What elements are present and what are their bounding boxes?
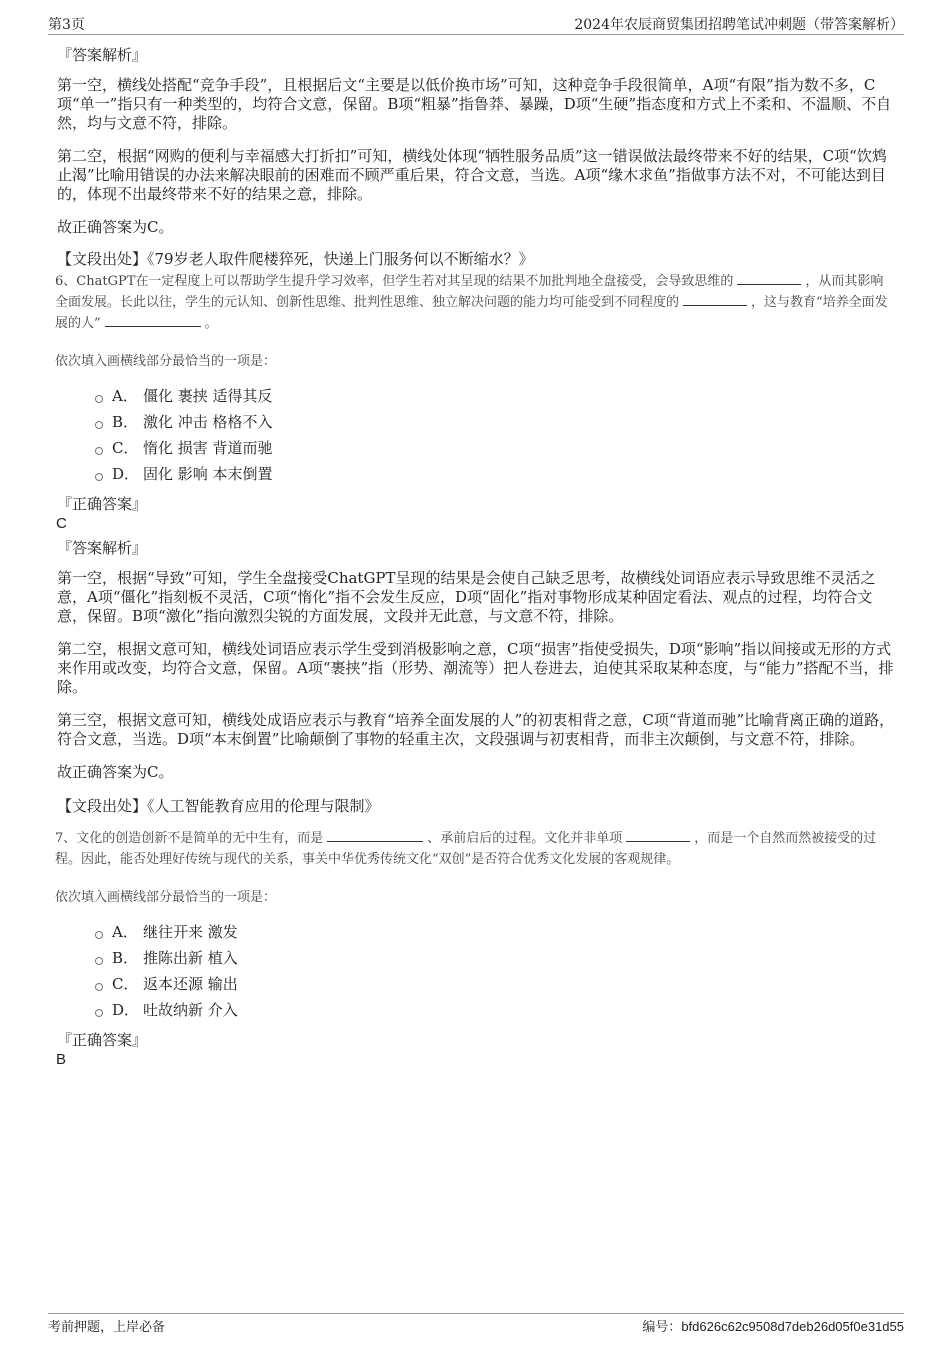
q7-prompt: 依次填入画横线部分最恰当的一项是：	[55, 890, 277, 905]
q5-analysis-p2: 第二空，根据“网购的便利与幸福感大打折扣”可知，横线处体现“牺牲服务品质”这一错误做法最终带来不好的结果，C项“饮鸩止渴”比喻用错误的办法来解决眼前的困难而不顾严重后果，符合文意，当选。A项“缘木求鱼”指做事方法不对，不可能达到目的，体现不出最终带来不好的结果之意，排除。	[57, 147, 887, 203]
option-letter: B．	[112, 413, 139, 431]
q7-answer-label: 『正确答案』	[57, 1031, 148, 1049]
q5-conclusion: 故正确答案为C。	[57, 218, 174, 236]
q6-option-d[interactable]	[95, 461, 895, 487]
q6-blank-2	[683, 293, 747, 306]
q6-prompt: 依次填入画横线部分最恰当的一项是：	[55, 354, 277, 369]
q6-answer: C	[56, 515, 67, 532]
q6-option-b[interactable]	[95, 409, 895, 435]
q6-option-a[interactable]	[95, 383, 895, 409]
q7-blank-2	[626, 829, 690, 842]
option-text: 激化 冲击 格格不入	[143, 413, 273, 431]
code-label: 编号：	[642, 1320, 682, 1335]
q6-analysis-p3: 第三空，根据文意可知，横线处成语应表示与教育“培养全面发展的人”的初衷相背之意，C项“背道而驰”比喻背离正确的道路，符合文意，当选。D项“本末倒置”比喻颠倒了事物的轻重主次，文段强调与初衷相背，而非主次颠倒，与文意不符，排除。	[57, 711, 895, 748]
q7-option-a[interactable]	[95, 919, 895, 945]
q7-option-b[interactable]	[95, 945, 895, 971]
page-number: 第3页	[48, 17, 85, 33]
footer-slogan: 考前押题，上岸必备	[48, 1320, 166, 1335]
q6-answer-label: 『正确答案』	[57, 495, 148, 513]
q6-analysis-p1: 第一空，根据“导致”可知，学生全盘接受ChatGPT呈现的结果是会使自己缺乏思考，故横线处词语应表示导致思维不灵活之意，A项“僵化”指刻板不灵活，C项“惰化”指不会发生反应，D项“固化”指对事物形成某种固定看法、观点的过程，均符合文意，保留。B项“激化”指向激烈尖锐的方面发展，文段并无此意，与文意不符，排除。	[57, 569, 876, 625]
option-text: 推陈出新 植入	[143, 949, 238, 967]
radio-icon[interactable]	[95, 931, 103, 939]
q7-answer: B	[56, 1051, 67, 1068]
q7-option-c[interactable]	[95, 971, 895, 997]
q6-text-b: ，从而其影响全面发展。长此以往，学生的元认知、创新性思维、批判性思维、独立解决问题的能力均可能受到不同程度的	[55, 274, 884, 310]
radio-icon[interactable]	[95, 395, 103, 403]
q6-text-c: ，这与教育“培养全面发展的人”	[55, 295, 888, 331]
radio-icon[interactable]	[95, 983, 103, 991]
option-letter: D．	[112, 1001, 140, 1019]
option-text: 返本还源 输出	[143, 975, 238, 993]
q7-options	[95, 919, 895, 1023]
page-content	[55, 44, 895, 1069]
q6-conclusion: 故正确答案为C。	[57, 763, 174, 781]
option-text: 固化 影响 本末倒置	[143, 465, 273, 483]
radio-icon[interactable]	[95, 957, 103, 965]
q5-analysis-label: 『答案解析』	[57, 46, 148, 64]
q6-blank-1	[737, 272, 801, 285]
q6-question	[55, 271, 895, 334]
q5-source: 【文段出处】《79岁老人取件爬楼猝死，快递上门服务何以不断缩水？》	[57, 250, 534, 268]
option-letter: B．	[112, 949, 139, 967]
q6-options	[95, 383, 895, 487]
q7-question	[55, 828, 895, 870]
option-text: 惰化 损害 背道而驰	[143, 439, 273, 457]
q7-option-d[interactable]	[95, 997, 895, 1023]
option-text: 吐故纳新 介入	[143, 1001, 238, 1019]
q6-analysis-label: 『答案解析』	[57, 539, 148, 557]
radio-icon[interactable]	[95, 421, 103, 429]
q6-source: 【文段出处】《人工智能教育应用的伦理与限制》	[57, 797, 380, 815]
page-footer	[48, 1313, 904, 1335]
radio-icon[interactable]	[95, 447, 103, 455]
radio-icon[interactable]	[95, 473, 103, 481]
q6-analysis-p2: 第二空，根据文意可知，横线处词语应表示学生受到消极影响之意，C项“损害”指使受损失，D项“影响”指以间接或无形的方式来作用或改变，均符合文意，保留。A项“裹挟”指（形势、潮流等）把人卷进去，迫使其采取某种态度，与“能力”搭配不当，排除。	[57, 640, 894, 696]
option-letter: C．	[112, 975, 139, 993]
q6-text-d: 。	[204, 316, 218, 331]
radio-icon[interactable]	[95, 1009, 103, 1017]
option-text: 僵化 裹挟 适得其反	[143, 387, 273, 405]
q6-text-a: 6、ChatGPT在一定程度上可以帮助学生提升学习效率，但学生若对其呈现的结果不加批判地全盘接受，会导致思维的	[55, 274, 734, 289]
option-letter: A．	[112, 923, 138, 941]
document-code	[642, 1316, 904, 1335]
q7-text-a: 7、文化的创造创新不是简单的无中生有，而是	[55, 831, 324, 846]
option-text: 继往开来 激发	[143, 923, 238, 941]
option-letter: A．	[112, 387, 138, 405]
q6-blank-3	[105, 314, 201, 327]
option-letter: D．	[112, 465, 140, 483]
q7-blank-1	[327, 829, 423, 842]
page-header	[48, 14, 904, 35]
code-value: bfd626c62c9508d7deb26d05f0e31d55	[681, 1319, 904, 1334]
q6-option-c[interactable]	[95, 435, 895, 461]
option-letter: C．	[112, 439, 139, 457]
document-title: 2024年农辰商贸集团招聘笔试冲刺题（带答案解析）	[574, 17, 904, 33]
q5-analysis-p1: 第一空，横线处搭配“竞争手段”，且根据后文“主要是以低价换市场”可知，这种竞争手段很简单，A项“有限”指为数不多，C项“单一”指只有一种类型的，均符合文意，保留。B项“粗暴”指鲁莽、暴躁，D项“生硬”指态度和方式上不柔和、不温顺、不自然，均与文意不符，排除。	[57, 76, 892, 132]
q7-text-c: ，而是一个自然而然被接受的过程。因此，能否处理好传统与现代的关系，事关中华优秀传统文化“双创”是否符合优秀文化发展的客观规律。	[55, 831, 877, 867]
q7-text-b: 、承前启后的过程。文化并非单项	[427, 831, 623, 846]
